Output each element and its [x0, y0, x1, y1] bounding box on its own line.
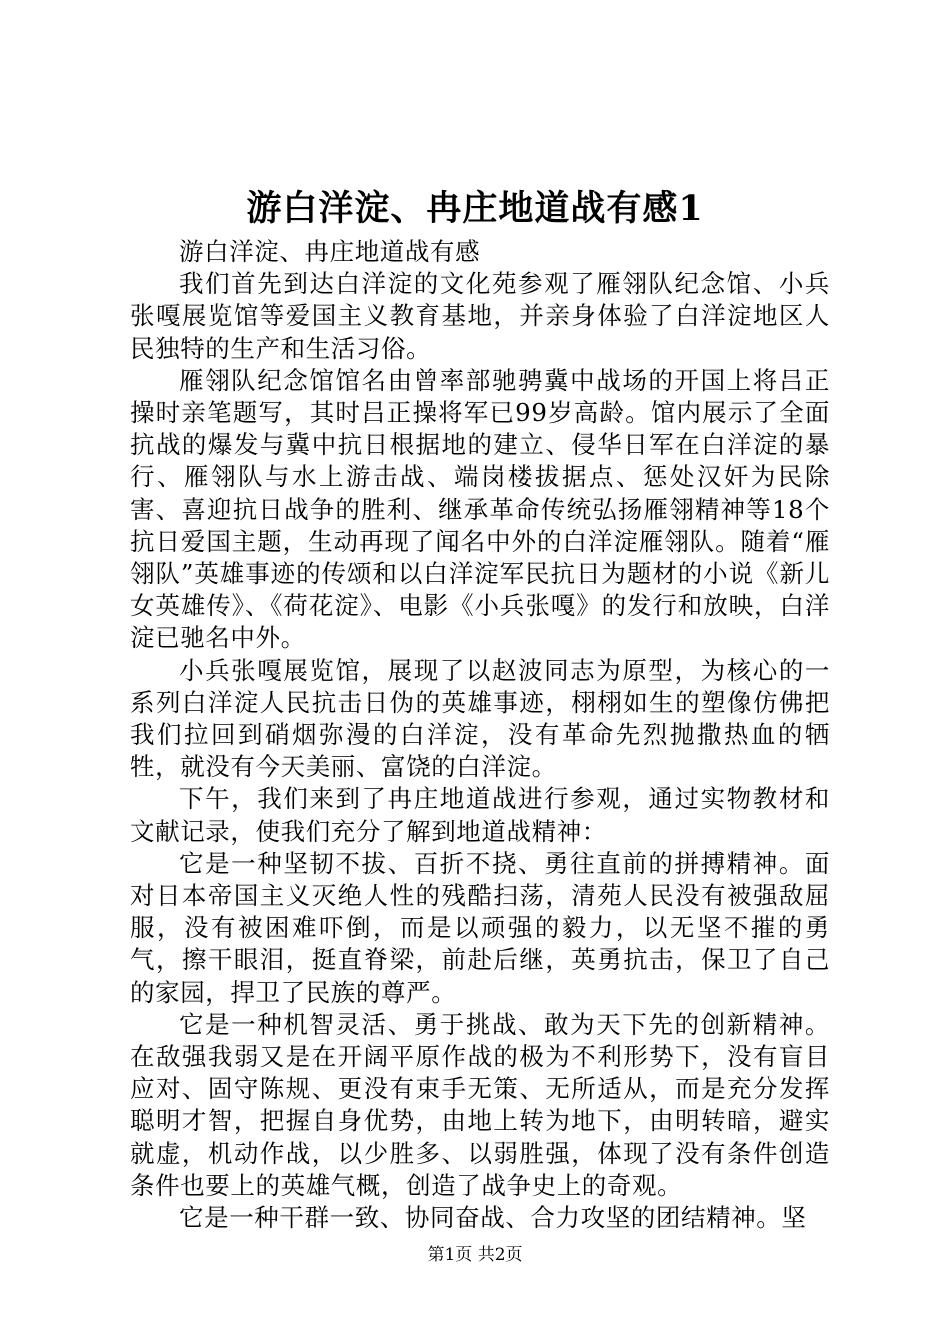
- paragraph: 它是一种干群一致、协同奋战、合力攻坚的团结精神。坚: [179, 1203, 807, 1233]
- paragraph: 我们首先到达白洋淀的文化苑参观了雁翎队纪念馆、小兵张嘎展览馆等爱国主义教育基地，并亲身体验了白洋淀地区人民独特的生产和生活习俗。: [130, 269, 830, 363]
- paragraph: 它是一种机智灵活、勇于挑战、敢为天下先的创新精神。在敌强我弱又是在开阔平原作战的极为不利形势下，没有盲目应对、固守陈规、更没有束手无策、无所适从，而是充分发挥聪明才智，把握自身优势，由地上转为地下，由明转暗，避实就虚，机动作战，以少胜多、以弱胜强，体现了没有条件创造条件也要上的英雄气概，创造了战争史上的奇观。: [130, 1009, 830, 1200]
- document-body: [130, 236, 830, 1234]
- page-number-footer: 第1页 共2页: [427, 1245, 523, 1265]
- paragraph: 小兵张嘎展览馆，展现了以赵波同志为原型，为核心的一系列白洋淀人民抗击日伪的英雄事迹，栩栩如生的塑像仿佛把我们拉回到硝烟弥漫的白洋淀，没有革命先烈抛撒热血的牺牲，就没有今天美丽、富饶的白洋淀。: [130, 655, 830, 782]
- paragraph: 下午，我们来到了冉庄地道战进行参观，通过实物教材和文献记录，使我们充分了解到地道战精神：: [130, 784, 830, 846]
- document-title: 游白洋淀、冉庄地道战有感1: [246, 188, 704, 229]
- paragraph: 雁翎队纪念馆馆名由曾率部驰骋冀中战场的开国上将吕正操时亲笔题写，其时吕正操将军已99岁高龄。馆内展示了全面抗战的爆发与冀中抗日根据地的建立、侵华日军在白洋淀的暴行、雁翎队与水上游击战、端岗楼拔据点、惩处汉奸为民除害、喜迎抗日战争的胜利、继承革命传统弘扬雁翎精神等18个抗日爱国主题，生动再现了闻名中外的白洋淀雁翎队。随着“雁翎队”英雄事迹的传颂和以白洋淀军民抗日为题材的小说《新儿女英雄传》、《荷花淀》、电影《小兵张嘎》的发行和放映，白洋淀已驰名中外。: [130, 365, 830, 653]
- paragraph-subtitle: 游白洋淀、冉庄地道战有感: [179, 237, 481, 266]
- paragraph: 它是一种坚韧不拔、百折不挠、勇往直前的拼搏精神。面对日本帝国主义灭绝人性的残酷扫荡，清苑人民没有被强敌屈服，没有被困难吓倒，而是以顽强的毅力，以无坚不摧的勇气，擦干眼泪，挺直脊梁，前赴后继，英勇抗击，保卫了自己的家园，捍卫了民族的尊严。: [130, 848, 830, 1007]
